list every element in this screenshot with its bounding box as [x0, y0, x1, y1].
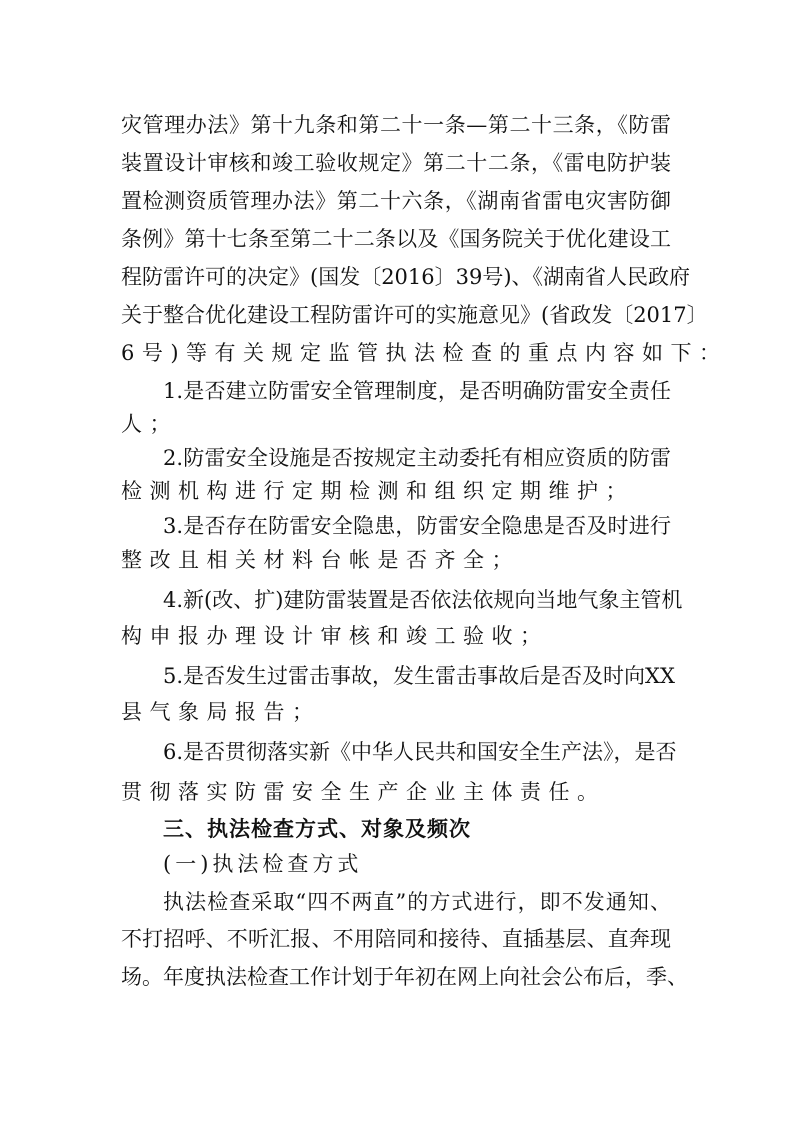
list-item-4: 4.新(改、扩)建防雷装置是否依法依规向当地气象主管机 [163, 588, 683, 612]
body-line: 置检测资质管理办法》第二十六条，《湖南省雷电灾害防御 [121, 189, 671, 213]
body-line: 构申报办理设计审核和竣工验收； [121, 624, 549, 648]
body-line: 检测机构进行定期检测和组织定期维护； [121, 479, 634, 503]
list-item-5: 5.是否发生过雷击事故，发生雷击事故后是否及时向XX [163, 664, 675, 688]
section-heading: 三、执法检查方式、对象及频次 [163, 817, 471, 841]
subsection-heading: (一)执法检查方式 [163, 852, 363, 876]
body-line: 人； [121, 412, 178, 436]
body-line: 关于整合优化建设工程防雷许可的实施意见》(省政发〔2017〕 [121, 303, 708, 327]
list-item-6: 6.是否贯彻落实新《中华人民共和国安全生产法》，是否 [163, 740, 677, 764]
body-line: 不打招呼、不听汇报、不用陪同和接待、直插基层、直奔现 [121, 927, 671, 951]
body-line: 贯彻落实防雷安全生产企业主体责任。 [121, 780, 606, 804]
body-line: 装置设计审核和竣工验收规定》第二十二条，《雷电防护装 [121, 151, 671, 175]
body-line: 灾管理办法》第十九条和第二十一条—第二十三条，《防雷 [121, 113, 671, 137]
body-line: 县气象局报告； [121, 700, 321, 724]
body-line: 执法检查采取“四不两直”的方式进行，即不发通知、 [163, 890, 671, 914]
body-line: 场。年度执法检查工作计划于年初在网上向社会公布后，季、 [121, 965, 688, 989]
list-item-1: 1.是否建立防雷安全管理制度，是否明确防雷安全责任 [163, 379, 671, 403]
body-line: 条例》第十七条至第二十二条以及《国务院关于优化建设工 [121, 227, 671, 251]
list-item-2: 2.防雷安全设施是否按规定主动委托有相应资质的防雷 [163, 446, 671, 470]
list-item-3: 3.是否存在防雷安全隐患，防雷安全隐患是否及时进行 [163, 514, 671, 538]
body-line: 6号)等有关规定监管执法检查的重点内容如下： [121, 341, 728, 365]
body-line: 程防雷许可的决定》(国发〔2016〕39号)、《湖南省人民政府 [121, 265, 691, 289]
body-line: 整改且相关材料台帐是否齐全； [121, 548, 520, 572]
